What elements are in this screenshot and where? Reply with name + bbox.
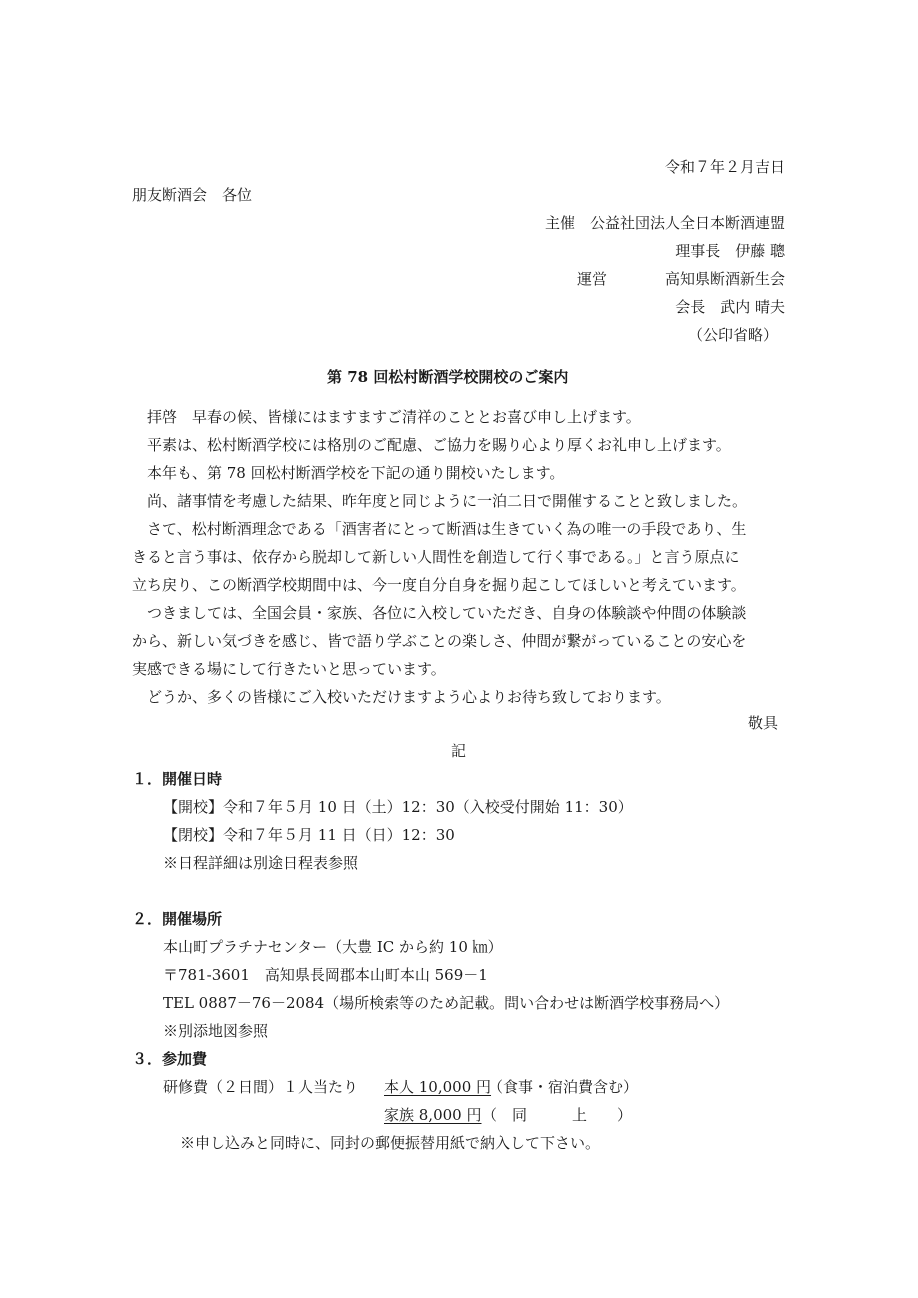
section-3-heading: ３．参加費 <box>132 1050 208 1068</box>
close-datetime: 【閉校】令和７年５月 11 日（日）12：30 <box>163 826 455 844</box>
self-fee-amount: 本人 10,000 円 <box>384 1078 492 1096</box>
self-fee-note: （食事・宿泊費含む） <box>488 1078 639 1096</box>
open-datetime: 【開校】令和７年５月 10 日（土）12：30（入校受付開始 11：30） <box>163 798 633 816</box>
family-fee-note: （ 同 上 ） <box>482 1106 633 1124</box>
address: 〒781-3601 高知県長岡郡本山町本山 569－1 <box>163 966 488 984</box>
closing: 敬具 <box>747 714 778 732</box>
fee-label: 研修費（２日間）１人当たり <box>163 1078 359 1096</box>
body-line: さて、松村断酒理念である「酒害者にとって断酒は生きていく為の唯一の手段であり、生 <box>147 520 747 538</box>
body-line: 立ち戻り、この断酒学校期間中は、今一度自分自身を掘り起こしてほしいと考えています。 <box>132 576 746 594</box>
body-line: 本年も、第 78 回松村断酒学校を下記の通り開校いたします。 <box>147 464 565 482</box>
seal-note: （公印省略） <box>687 326 778 344</box>
document-title: 第 78 回松村断酒学校開校のご案内 <box>327 368 569 386</box>
body-line: 尚、諸事情を考慮した結果、昨年度と同じように一泊二日で開催することと致しました。 <box>147 492 748 510</box>
body-line: 平素は、松村断酒学校には格別のご配慮、ご協力を賜り心より厚くお礼申し上げます。 <box>147 436 731 454</box>
map-note: ※別添地図参照 <box>163 1022 269 1040</box>
organizer-line: 主催 公益社団法人全日本断酒連盟 <box>544 214 785 232</box>
body-line: きると言う事は、依存から脱却して新しい人間性を創造して行く事である。」と言う原点に <box>132 548 740 566</box>
body-line: から、新しい気づきを感じ、皆で語り学ぶことの楽しさ、仲間が繋がっていることの安心を <box>132 632 747 650</box>
section-2-heading: ２．開催場所 <box>132 910 223 928</box>
recipient: 朋友断酒会 各位 <box>132 186 253 204</box>
body-line: どうか、多くの皆様にご入校いただけますよう心よりお待ち致しております。 <box>147 688 671 706</box>
section-1-heading: １．開催日時 <box>132 770 223 788</box>
venue: 本山町プラチナセンター（大豊 IC から約 10 ㎞） <box>163 938 503 956</box>
body-line: つきましては、全国会員・家族、各位に入校していただき、自身の体験談や仲間の体験談 <box>147 604 747 622</box>
operator-name: 高知県断酒新生会 <box>664 270 785 288</box>
payment-note: ※申し込みと同時に、同封の郵便振替用紙で納入して下さい。 <box>180 1134 601 1152</box>
operator-label: 運営 <box>577 270 608 288</box>
schedule-note: ※日程詳細は別途日程表参照 <box>163 854 359 872</box>
chairman-line: 理事長 伊藤 聰 <box>675 242 785 260</box>
president-line: 会長 武内 晴夫 <box>675 298 785 316</box>
ki-mark: 記 <box>451 742 467 760</box>
telephone: TEL 0887－76－2084（場所検索等のため記載。問い合わせは断酒学校事務局へ） <box>163 994 730 1012</box>
body-line: 拝啓 早春の候、皆様にはますますご清祥のこととお喜び申し上げます。 <box>147 408 641 426</box>
body-line: 実感できる場にして行きたいと思っています。 <box>132 660 446 678</box>
family-fee-amount: 家族 8,000 円 <box>384 1106 482 1124</box>
issue-date: 令和７年２月吉日 <box>664 158 785 176</box>
